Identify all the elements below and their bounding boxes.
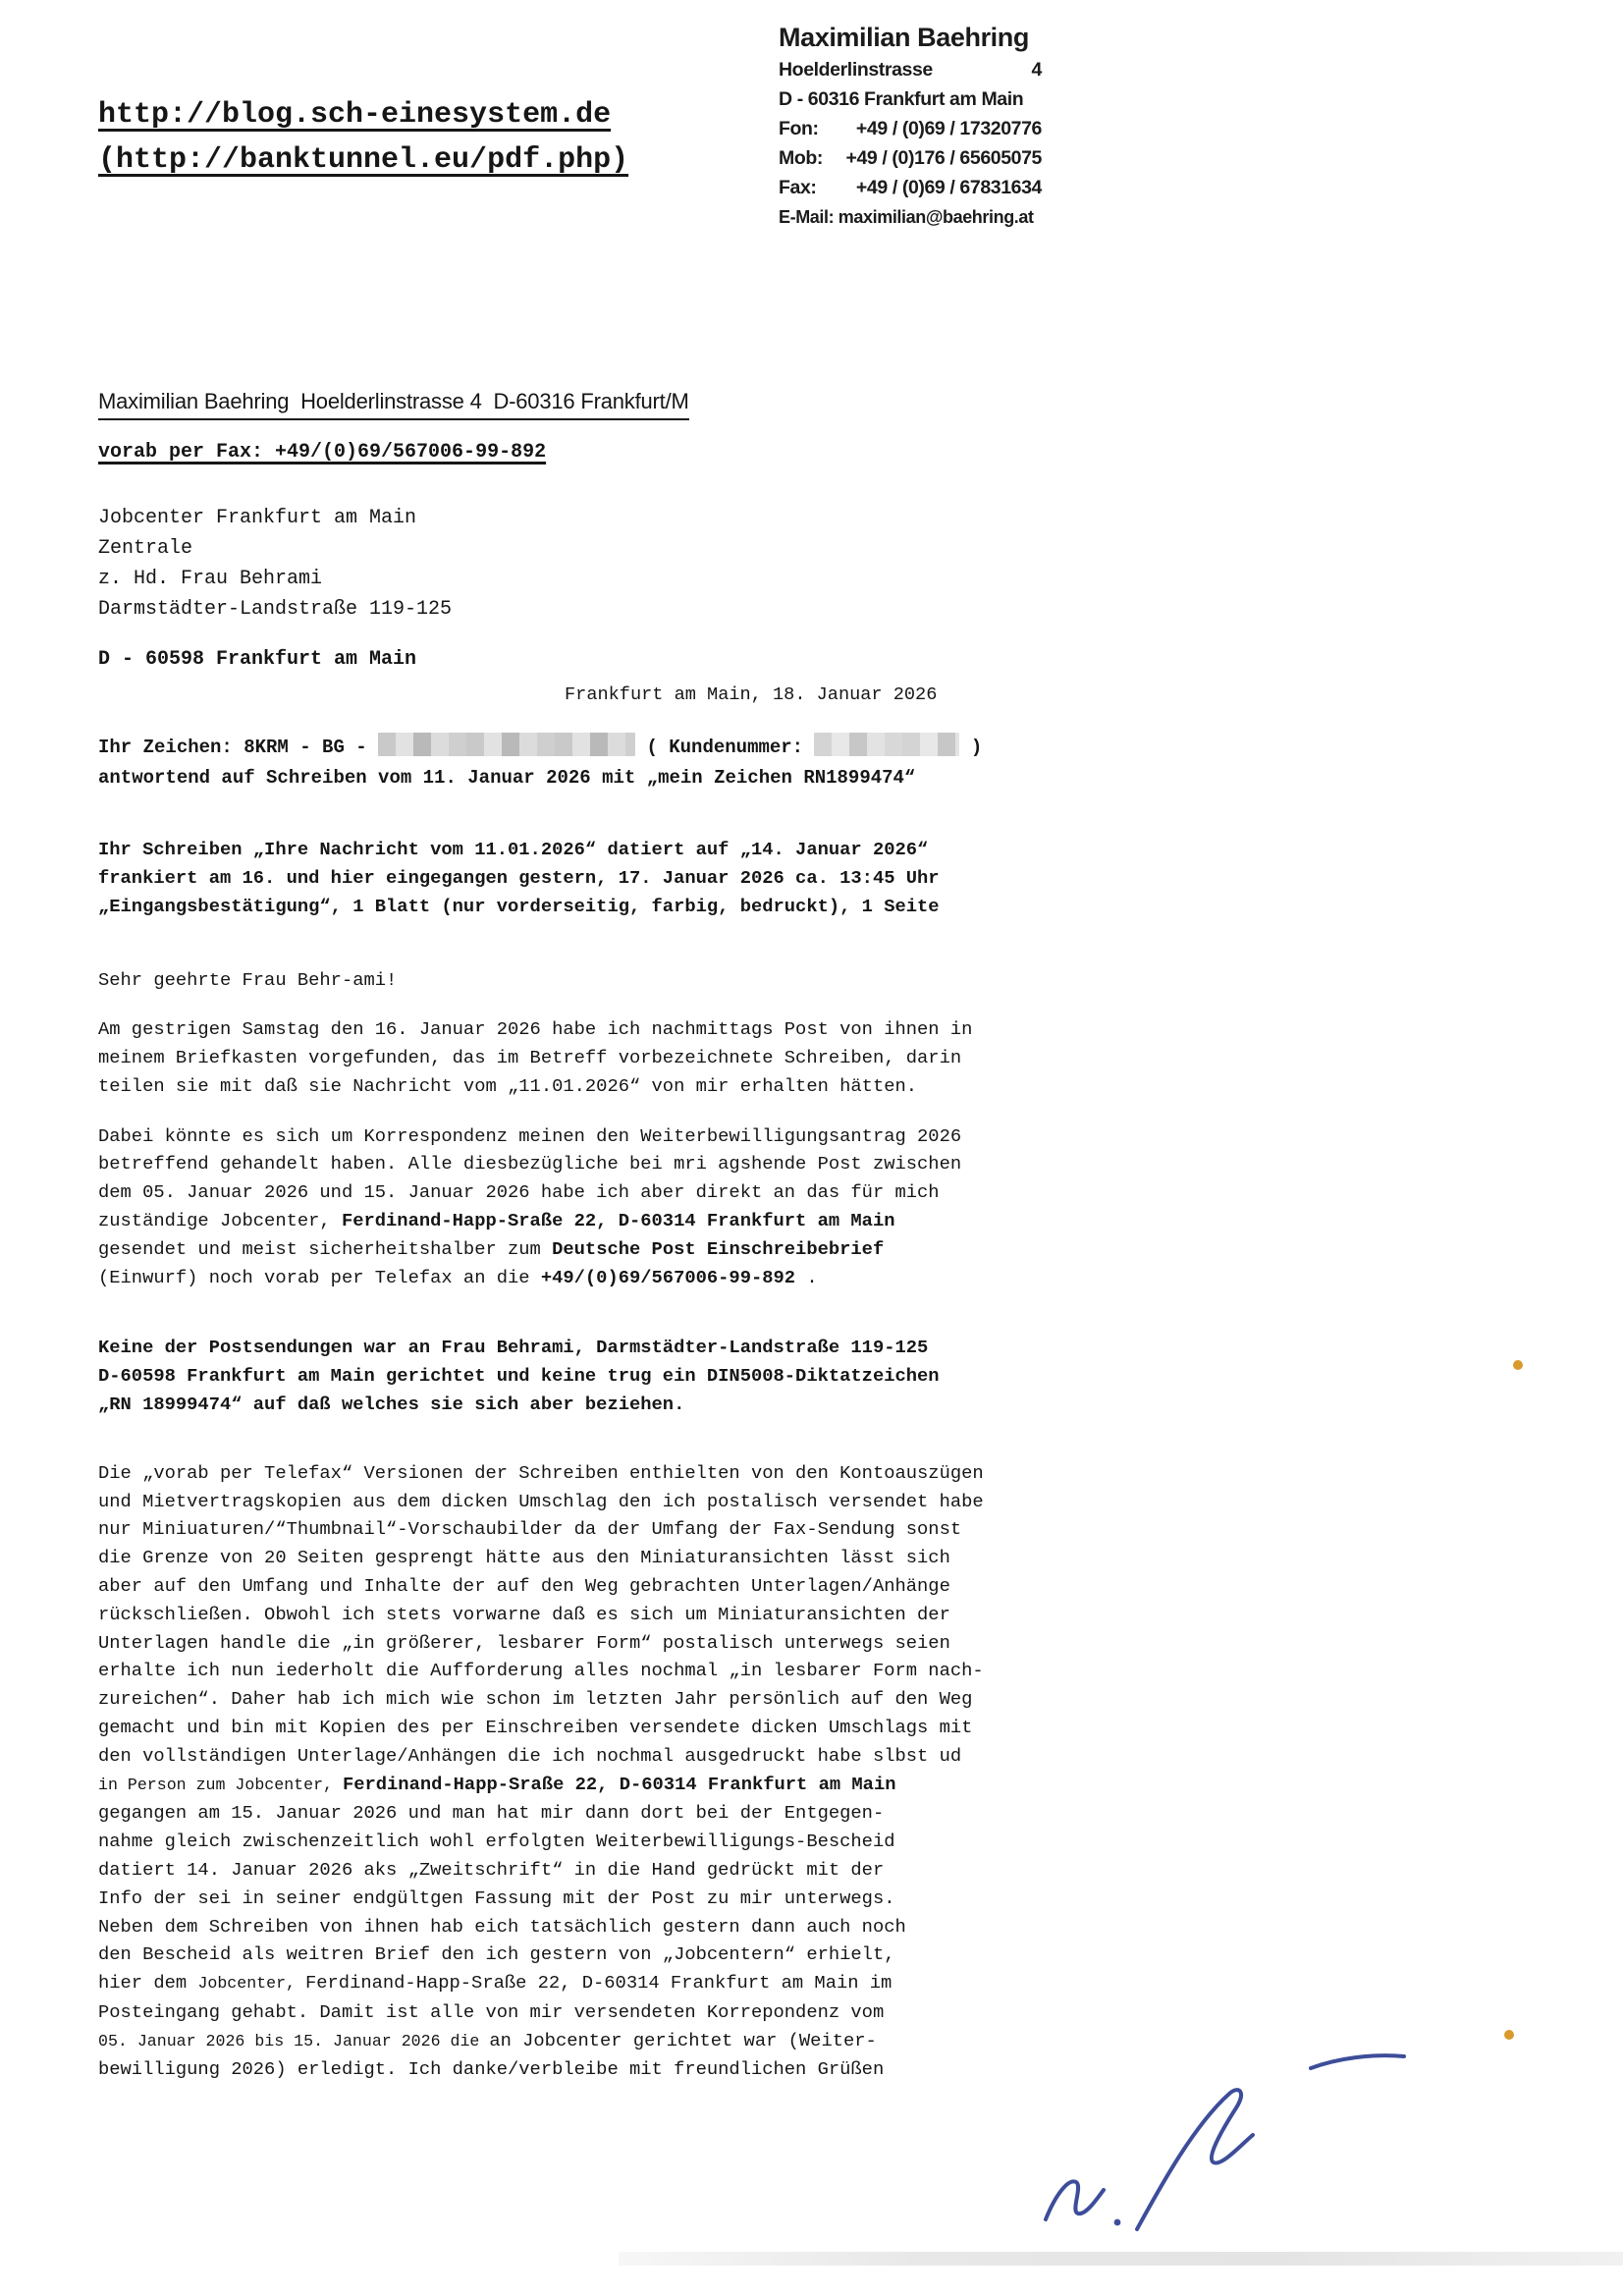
phone-value: +49 / (0)69 / 17320776 — [855, 118, 1042, 139]
text-line — [98, 533, 452, 564]
phone-value: +49 / (0)176 / 65605075 — [845, 147, 1042, 169]
text-line — [98, 2027, 1060, 2056]
recipient-address-block — [98, 503, 452, 625]
phone-label: Fon: — [779, 118, 819, 139]
text-segment: bewilligung 2026) erledigt. Ich danke/verbleibe mit freundlichen Grüßen — [98, 2058, 885, 2081]
text-segment: den Bescheid als weitren Brief den ich gestern von „Jobcentern“ erhielt, — [98, 1943, 895, 1966]
text-line — [98, 1459, 1060, 1488]
sender-name: Maximilian Baehring — [779, 23, 1029, 52]
text-line — [98, 1072, 1060, 1101]
blog-url-block — [98, 92, 628, 183]
paragraph — [98, 836, 1060, 920]
text-segment: Ferdinand-Happ-Sraße 22, D-60314 Frankfurt am Main im — [304, 1972, 893, 1995]
paragraph — [98, 1015, 1060, 1100]
text-segment: „RN 18999474“ auf daß welches sie sich aber beziehen. — [98, 1393, 685, 1415]
text-line — [98, 1015, 1060, 1044]
text-segment: Ihr Schreiben „Ihre Nachricht vom 11.01.2026“ datiert auf „14. Januar 2026“ — [98, 839, 929, 860]
text-line — [98, 1264, 1060, 1292]
signature-dot — [1114, 2219, 1121, 2226]
text-segment: zureichen“. Daher hab ich mich wie schon im letzten Jahr persönlich auf den Weg — [98, 1688, 973, 1711]
text-segment: nur Miniuaturen/“Thumbnail“-Vorschaubilder da der Umfang der Fax-Sendung sonst — [98, 1518, 962, 1541]
text-line — [98, 864, 1060, 893]
text-segment: z. Hd. Frau Behrami — [98, 568, 323, 590]
text-segment: D-60598 Frankfurt am Main gerichtet und keine trug ein DIN5008-Diktatzeichen — [98, 1365, 940, 1388]
fax-advance-line: vorab per Fax: +49/(0)69/567006-99-892 — [98, 441, 547, 464]
text-segment: Darmstädter-Landstraße 119-125 — [98, 598, 453, 621]
text-line — [98, 594, 452, 625]
text-line — [98, 763, 982, 793]
text-segment: Jobcenter Frankfurt am Main — [98, 507, 417, 529]
text-segment: (Einwurf) noch vorab per Telefax an die — [98, 1266, 541, 1288]
phone-label: Mob: — [779, 147, 823, 169]
text-segment: Ferdinand-Happ-Sraße 22, D-60314 Frankfurt am Main — [342, 1773, 896, 1795]
text-segment: gemacht und bin mit Kopien des per Einschreiben versendete dicken Umschlags mit — [98, 1716, 973, 1738]
text-segment: Jobcenter, — [197, 1974, 305, 1994]
text-line — [98, 1685, 1060, 1714]
redaction-bar — [378, 733, 635, 756]
text-segment: Ihr Zeichen: 8KRM - BG - — [98, 737, 379, 758]
text-line — [98, 1601, 1060, 1629]
text-segment: Zentrale — [98, 537, 193, 560]
text-line — [98, 1885, 1060, 1913]
text-segment: Deutsche Post Einschreibebrief — [552, 1237, 885, 1260]
text-line — [98, 1828, 1060, 1856]
phone-row — [779, 173, 1042, 202]
text-line — [98, 893, 1060, 921]
date-line: Frankfurt am Main, 18. Januar 2026 — [565, 684, 938, 705]
text-line — [98, 1488, 1060, 1516]
phone-row — [779, 114, 1042, 143]
text-segment: in Person zum Jobcenter, — [98, 1775, 343, 1794]
text-segment: nahme gleich zwischenzeitlich wohl erfolgten Weiterbewilligungs-Bescheid — [98, 1831, 895, 1853]
text-line — [98, 966, 1060, 995]
reference-block — [98, 733, 982, 793]
text-segment: 05. Januar 2026 bis 15. Januar 2026 die — [98, 2031, 490, 2050]
paragraph — [98, 1122, 1060, 1292]
text-segment: http://blog.sch-einesystem.de — [98, 98, 612, 132]
text-line — [98, 1799, 1060, 1828]
text-line — [98, 1334, 1060, 1362]
text-segment: +49/(0)69/567006-99-892 — [540, 1266, 796, 1288]
paragraph — [98, 1334, 1060, 1418]
text-segment: Keine der Postsendungen war an Frau Behrami, Darmstädter-Landstraße 119-125 — [98, 1337, 929, 1359]
text-segment: gesendet und meist sicherheitshalber zum — [98, 1237, 553, 1260]
text-segment: . — [795, 1266, 818, 1288]
sender-street-row — [779, 55, 1042, 84]
redaction-bar — [814, 733, 959, 756]
text-line — [98, 1207, 1060, 1235]
text-line — [98, 137, 628, 183]
text-segment: rückschließen. Obwohl ich stets vorwarne daß es sich um Miniaturansichten der — [98, 1603, 950, 1625]
text-segment: Dabei könnte es sich um Korrespondenz meinen den Weiterbewilligungsantrag 2026 — [98, 1124, 962, 1147]
sender-phone-rows — [779, 114, 1042, 202]
sender-contact-card — [779, 20, 1042, 232]
text-segment: dem 05. Januar 2026 und 15. Januar 2026 habe ich aber direkt an das für mich — [98, 1181, 940, 1204]
text-segment: Info der sei in seiner endgültgen Fassung mit der Post zu mir unterwegs. — [98, 1886, 895, 1909]
phone-label: Fax: — [779, 177, 817, 198]
text-segment: Neben dem Schreiben von ihnen hab eich tatsächlich gestern dann auch noch — [98, 1915, 906, 1938]
phone-row — [779, 143, 1042, 173]
text-segment: teilen sie mit daß sie Nachricht vom „11.01.2026“ von mir erhalten hätten. — [98, 1074, 918, 1097]
text-segment: frankiert am 16. und hier eingegangen gestern, 17. Januar 2026 ca. 13:45 Uhr — [98, 866, 940, 889]
text-segment: „Eingangsbestätigung“, 1 Blatt (nur vorderseitig, farbig, bedruckt), 1 Seite — [98, 895, 940, 917]
scan-shadow-band — [619, 2252, 1623, 2266]
text-line — [98, 1235, 1060, 1264]
text-segment: aber auf den Umfang und Inhalte der auf den Weg gebrachten Unterlagen/Anhänge — [98, 1574, 950, 1597]
text-segment: und Mietvertragskopien aus dem dicken Umschlag den ich postalisch versendet habe — [98, 1490, 984, 1512]
text-line — [98, 1714, 1060, 1742]
text-line — [98, 1941, 1060, 1969]
text-line — [98, 1150, 1060, 1178]
paragraph — [98, 966, 1060, 995]
phone-value: +49 / (0)69 / 67831634 — [855, 177, 1042, 198]
text-segment: an Jobcenter gerichtet war (Weiter- — [489, 2029, 877, 2051]
recipient-city-line: D - 60598 Frankfurt am Main — [98, 648, 417, 671]
text-line — [98, 1572, 1060, 1601]
scan-artifact-dot — [1513, 1360, 1523, 1370]
text-segment: hier dem — [98, 1972, 198, 1995]
text-line — [98, 1998, 1060, 2027]
text-line — [98, 503, 452, 533]
text-segment: die Grenze von 20 Seiten gesprengt hätte aus den Miniaturansichten lässt sich — [98, 1547, 950, 1569]
text-line — [98, 1122, 1060, 1151]
text-segment: Ferdinand-Happ-Sraße 22, D-60314 Frankfurt am Main — [341, 1209, 895, 1231]
text-line — [98, 733, 982, 763]
text-line — [98, 1044, 1060, 1072]
text-segment: Unterlagen handle die „in größerer, lesbarer Form“ postalisch unterwegs seien — [98, 1631, 950, 1654]
text-segment: ( Kundenummer: — [635, 737, 815, 758]
text-segment: (http://banktunnel.eu/pdf.php) — [98, 143, 629, 177]
text-line — [98, 1178, 1060, 1207]
text-line — [98, 2055, 1060, 2084]
sender-address-line: Maximilian Baehring Hoelderlinstrasse 4 D-60316 Frankfurt/M — [98, 389, 689, 420]
text-line — [98, 1629, 1060, 1658]
text-segment: zuständige Jobcenter, — [98, 1209, 342, 1231]
sender-city: D - 60316 Frankfurt am Main — [779, 88, 1024, 110]
text-line — [98, 1771, 1060, 1800]
sender-street: Hoelderlinstrasse — [779, 59, 933, 81]
text-segment: antwortend auf Schreiben vom 11. Januar 2026 mit „mein Zeichen RN1899474“ — [98, 766, 916, 789]
sender-email: E-Mail: maximilian@baehring.at — [779, 207, 1034, 227]
text-line — [98, 1544, 1060, 1572]
signature-ink — [982, 2033, 1443, 2269]
text-segment: erhalte ich nun iederholt die Aufforderung alles nochmal „in lesbarer Form nach- — [98, 1660, 984, 1682]
text-line — [98, 1391, 1060, 1419]
text-line — [98, 1913, 1060, 1941]
text-segment: meinem Briefkasten vorgefunden, das im Betreff vorbezeichnete Schreiben, darin — [98, 1046, 962, 1068]
text-line — [98, 1742, 1060, 1771]
text-line — [98, 92, 628, 137]
scan-artifact-dot — [1504, 2030, 1514, 2040]
paragraph — [98, 1459, 1060, 2085]
text-line — [98, 1515, 1060, 1544]
text-segment: Die „vorab per Telefax“ Versionen der Schreiben enthielten von den Kontoauszügen — [98, 1461, 984, 1484]
text-segment: den vollständigen Unterlage/Anhängen die ich nochmal ausgedruckt habe slbst ud — [98, 1744, 962, 1767]
text-line — [98, 836, 1060, 864]
text-segment: Am gestrigen Samstag den 16. Januar 2026 habe ich nachmittags Post von ihnen in — [98, 1018, 973, 1041]
text-line — [98, 564, 452, 594]
text-line — [98, 1657, 1060, 1685]
text-segment: gegangen am 15. Januar 2026 und man hat mir dann dort bei der Entgegen- — [98, 1802, 885, 1825]
sender-street-number: 4 — [1031, 59, 1042, 81]
text-line — [98, 1856, 1060, 1885]
text-segment: datiert 14. Januar 2026 aks „Zweitschrift“ in die Hand gedrückt mit der — [98, 1858, 885, 1881]
text-segment: ) — [959, 737, 983, 758]
text-segment: Sehr geehrte Frau Behr-ami! — [98, 969, 398, 992]
text-line — [98, 1969, 1060, 1998]
text-line — [98, 1362, 1060, 1391]
text-segment: betreffend gehandelt haben. Alle diesbezügliche bei mri agshende Post zwischen — [98, 1153, 962, 1175]
letter-body — [98, 836, 1060, 2084]
text-segment: Posteingang gehabt. Damit ist alle von mir versendeten Korrepondenz vom — [98, 2000, 885, 2023]
